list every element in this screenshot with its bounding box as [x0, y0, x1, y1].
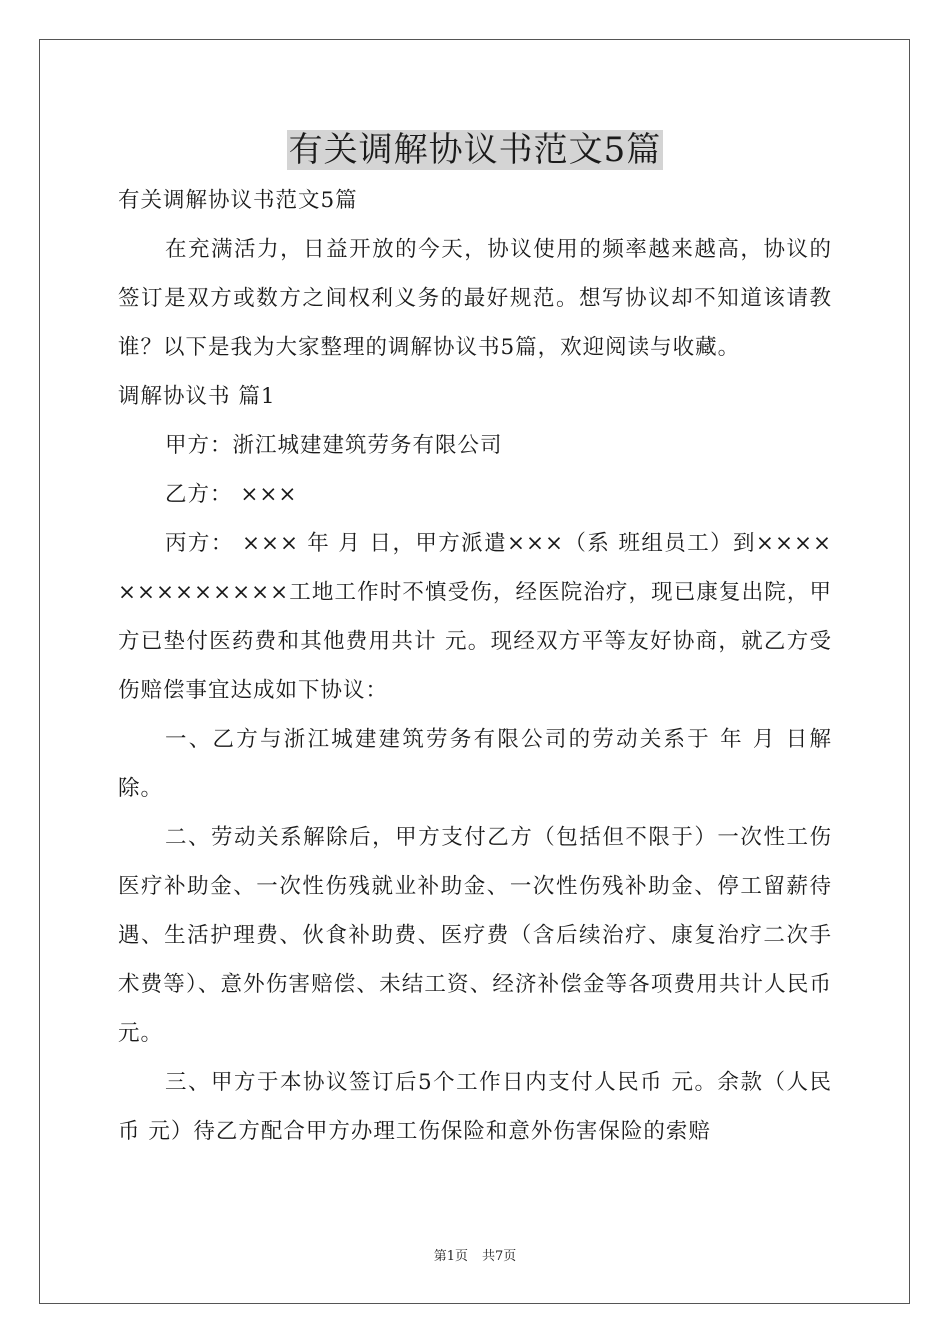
clause-2: 二、劳动关系解除后，甲方支付乙方（包括但不限于）一次性工伤医疗补助金、一次性伤残就业补助金、一次性伤残补助金、停工留薪待遇、生活护理费、伙食补助费、医疗费（含后续治疗、康复治疗二次手术费等）、意外伤害赔偿、未结工资、经济补偿金等各项费用共计人民币 元。	[118, 825, 832, 1046]
intro-paragraph: 在充满活力，日益开放的今天，协议使用的频率越来越高，协议的签订是双方或数方之间权利义务的最好规范。想写协议却不知道该请教谁？以下是我为大家整理的调解协议书5篇，欢迎阅读与收藏。	[118, 237, 832, 360]
document-title	[0, 124, 950, 176]
document-body	[118, 176, 832, 1156]
page-number: 第1页	[433, 1249, 468, 1264]
page-footer	[0, 1248, 950, 1266]
document-subtitle: 有关调解协议书范文5篇	[118, 188, 358, 213]
clause-1: 一、乙方与浙江城建建筑劳务有限公司的劳动关系于 年 月 日解除。	[118, 727, 832, 801]
document-title-text: 有关调解协议书范文5篇	[288, 130, 662, 170]
page-total: 共7页	[482, 1249, 517, 1264]
party-c-paragraph: 丙方： ××× 年 月 日，甲方派遣×××（系 班组员工）到×××××××××××××工地工作时不慎受伤，经医院治疗，现已康复出院，甲方已垫付医药费和其他费用共计 元。现经双方平等友好协商，就乙方受伤赔偿事宜达成如下协议：	[118, 531, 832, 703]
clause-3: 三、甲方于本协议签订后5个工作日内支付人民币 元。余款（人民币 元）待乙方配合甲方办理工伤保险和意外伤害保险的索赔	[118, 1070, 832, 1144]
party-b-line: 乙方： ×××	[165, 482, 298, 507]
party-a-line: 甲方：浙江城建建筑劳务有限公司	[165, 433, 503, 458]
section-heading: 调解协议书 篇1	[118, 384, 276, 409]
